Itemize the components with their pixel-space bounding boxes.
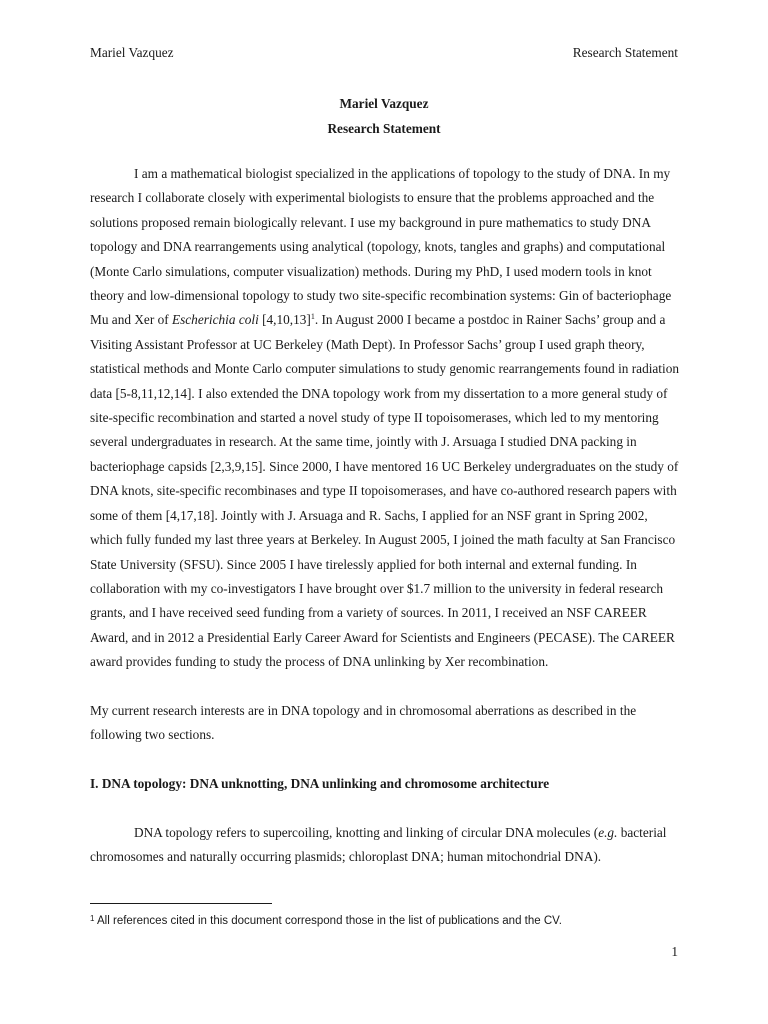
interests-paragraph: My current research interests are in DNA topology and in chromosomal aberrations as described in the following two sections.	[90, 702, 637, 743]
title-block	[90, 91, 678, 141]
intro-text-c: . In August 2000 I became a postdoc in Rainer Sachs’ group and a Visiting Assistant Professor at UC Berkeley (Math Dept). In Professor Sachs’ group I used graph theory, statistical methods and Monte Carlo computer simulations to study genomic rearrangements found in radiation data [5-8,11,12,14]. I also extended the DNA topology work from my dissertation to a more general study of site-specific recombination and started a novel study of type II topoisomerases, which led to my mentoring several undergraduates in research. At the same time, jointly with J. Arsuaga I studied DNA packing in bacteriophage capsids [2,3,9,15]. Since 2000, I have mentored 16 UC Berkeley undergraduates on the study of DNA knots, site-specific recombinases and type II topoisomerases, and have co-authored research papers with some of them [4,17,18]. Jointly with J. Arsuaga and R. Sachs, I applied for an NSF grant in Spring 2002, which fully funded my last three years at Berkeley. In August 2005, I joined the math faculty at San Francisco State University (SFSU). Since 2005 I have tirelessly applied for both internal and external funding. In collaboration with my co-investigators I have brought over $1.7 million to the university in federal research grants, and I have received seed funding from a variety of sources. In 2011, I received an NSF CAREER Award, and in 2012 a Presidential Early Career Award for Scientists and Engineers (PECASE). The CAREER award provides funding to study the process of DNA unlinking by Xer recombination.	[90, 312, 679, 670]
page-number: 1	[671, 944, 678, 959]
body-text	[90, 162, 682, 870]
header-author: Mariel Vazquez	[90, 45, 174, 60]
intro-text-b: [4,10,13]	[258, 312, 311, 328]
section-heading: I. DNA topology: DNA unknotting, DNA unlinking and chromosome architecture	[90, 776, 550, 792]
footnote	[90, 913, 690, 929]
footnote-divider	[90, 903, 272, 904]
author-name: Mariel Vazquez	[339, 96, 429, 111]
intro-text-a: I am a mathematical biologist specialized in the applications of topology to the study of DNA. In my research I collaborate closely with experimental biologists to ensure that the problems approached and the solutions proposed remain biologically relevant. I use my background in pure mathematics to study DNA topology and DNA rearrangements using analytical (topology, knots, tangles and graphs) and computational (Monte Carlo simulations, computer visualization) methods. During my PhD, I used modern tools in knot theory and low-dimensional topology to study two site-specific recombination systems: Gin of bacteriophage Mu and Xer of	[90, 166, 672, 328]
footnote-marker: 1	[310, 312, 315, 322]
section-text-b: bacterial chromosomes and naturally occurring plasmids; chloroplast DNA; human mitochondrial DNA).	[90, 824, 667, 865]
section-text-a: DNA topology refers to supercoiling, knotting and linking of circular DNA molecules (	[134, 824, 599, 840]
organism-name: Escherichia coli	[171, 312, 259, 328]
intro-paragraph	[90, 162, 682, 675]
section-eg: e.g.	[598, 824, 618, 840]
header-doc-type: Research Statement	[572, 45, 678, 60]
document-title: Research Statement	[327, 121, 441, 136]
running-header	[90, 44, 678, 62]
footnote-text: All references cited in this document correspond those in the list of publications and the CV.	[94, 915, 562, 927]
footnote-number: 1	[90, 914, 95, 923]
section-paragraph	[90, 821, 682, 870]
